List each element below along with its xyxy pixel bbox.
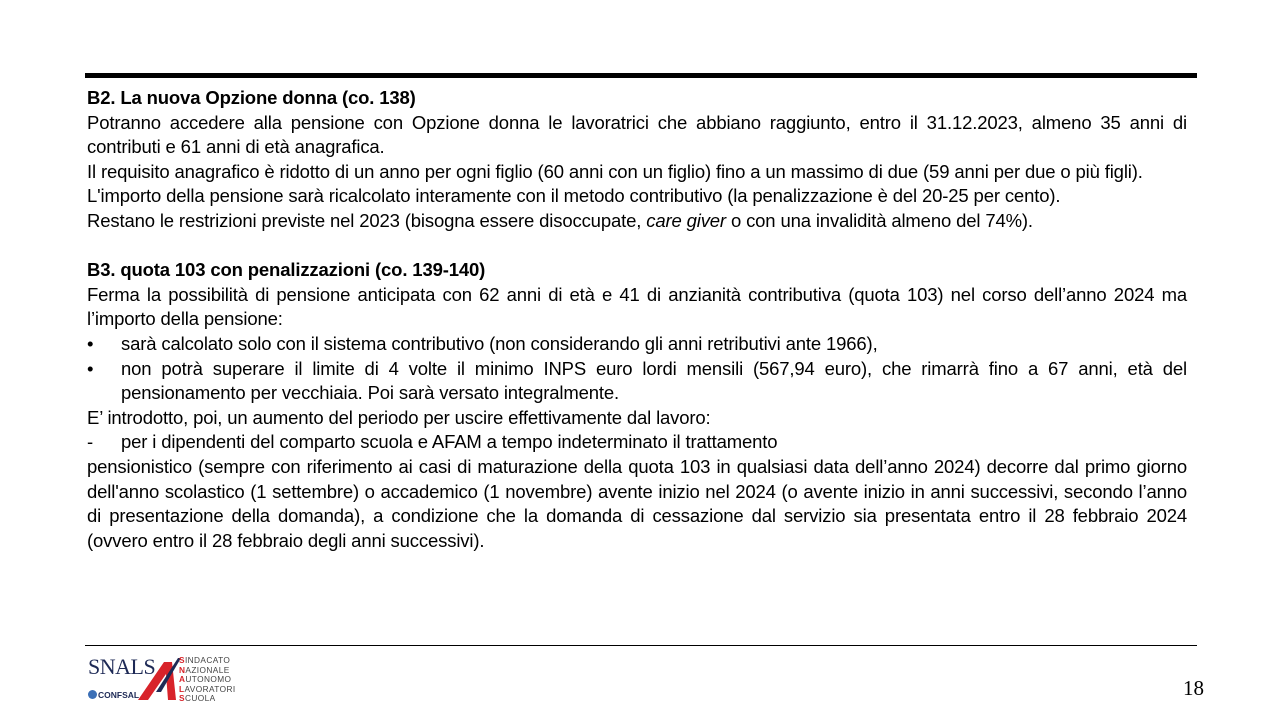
bullet-text: non potrà superare il limite di 4 volte il minimo INPS euro lordi mensili (567,94 euro), che rimarrà fino a 67 anni, età del pensionamento per vecchiaia. Poi sarà versato integralmente. (121, 357, 1187, 404)
bullet-mark: • (87, 357, 94, 379)
logo-line: LAVORATORI (179, 683, 236, 694)
confsal-icon (88, 690, 97, 699)
section-b3-paragraph-1: Ferma la possibilità di pensione anticipata con 62 anni di età e 41 di anzianità contributiva (quota 103) nel corso dell’anno 2024 ma l’importo della pensione: (87, 283, 1187, 330)
section-b2-paragraph-3: L'importo della pensione sarà ricalcolato interamente con il metodo contributivo (la penalizzazione è del 20-25 per cento). (87, 185, 1061, 207)
logo-line: NAZIONALE (179, 664, 230, 675)
dash-text: per i dipendenti del comparto scuola e AFAM a tempo indeterminato il trattamento (121, 431, 778, 453)
p4-text-after: o con una invalidità almeno del 74%). (725, 209, 1033, 231)
section-b2-paragraph-2: Il requisito anagrafico è ridotto di un anno per ogni figlio (60 anni con un figlio) fino a un massimo di due (59 anni per due o più figli). (87, 160, 1143, 182)
page-number: 18 (1183, 676, 1204, 700)
confsal-label: CONFSAL (98, 690, 140, 700)
bullet-mark: • (87, 332, 94, 354)
p4-italic-text: care giver (646, 209, 726, 231)
slide-body (87, 86, 1187, 553)
bullet-item (87, 357, 1187, 406)
section-b2-paragraph-4 (87, 209, 1187, 234)
dash-mark: - (87, 431, 94, 453)
section-b3-paragraph-3: pensionistico (sempre con riferimento ai casi di maturazione della quota 103 in qualsiasi data dell’anno 2024) decorre dal primo giorno dell'anno scolastico (1 settembre) o accademico (1 novembre) avente inizio nel 2024 (o avente inizio in anni successivi, secondo l’anno di presentazione della domanda), a condizione che la domanda di cessazione dal servizio sia presentata entro il 28 febbraio 2024 (ovvero entro il 28 febbraio degli anni successivi). (87, 455, 1187, 551)
dash-item (87, 430, 1187, 455)
section-b2-title: B2. La nuova Opzione donna (co. 138) (87, 87, 416, 108)
logo-name: SNALS (88, 654, 156, 679)
section-b2-paragraph-1: Potranno accedere alla pensione con Opzione donna le lavoratrici che abbiano raggiunto, entro il 31.12.2023, almeno 35 anni di contributi e 61 anni di età anagrafica. (87, 111, 1187, 158)
p4-text-before: Restano le restrizioni previste nel 2023 (bisogna essere disoccupate, (87, 209, 647, 231)
section-b3-title: B3. quota 103 con penalizzazioni (co. 139-140) (87, 259, 486, 281)
bullet-item (87, 332, 1187, 357)
logo-line: SINDACATO (179, 655, 231, 665)
section-b3-paragraph-2: E’ introdotto, poi, un aumento del periodo per uscire effettivamente dal lavoro: (87, 406, 711, 428)
logo-line: SCUOLA (179, 693, 216, 704)
top-rule (85, 73, 1197, 78)
bottom-rule (85, 645, 1197, 646)
snals-logo (86, 652, 246, 706)
bullet-text: sarà calcolato solo con il sistema contributivo (non considerando gli anni retributivi ante 1966), (121, 332, 878, 354)
spacer (87, 234, 1187, 259)
logo-line: AUTONOMO (179, 674, 232, 685)
logo-acronym (179, 656, 236, 704)
